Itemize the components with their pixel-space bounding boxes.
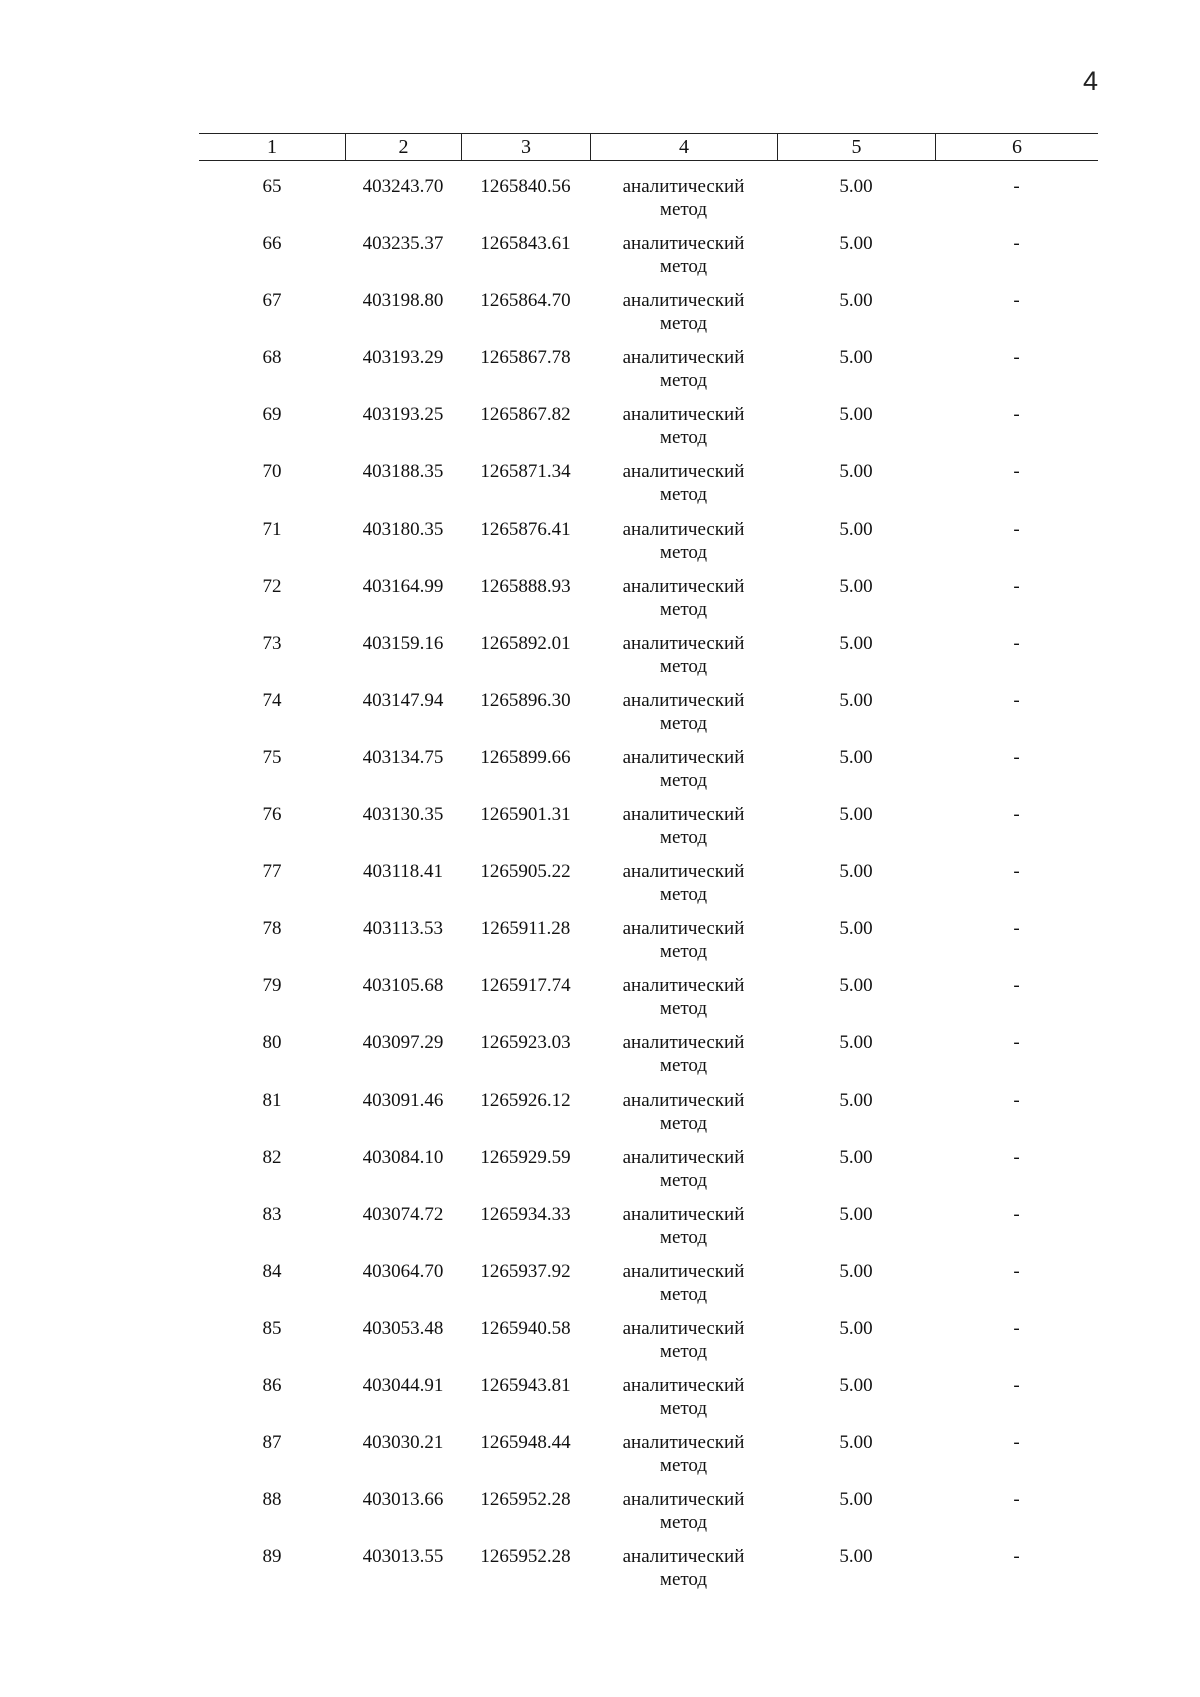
table-body: [199, 175, 1098, 1602]
table-row: [199, 1089, 1098, 1146]
y-coordinate-cell: 1265948.44: [480, 1432, 571, 1454]
note-cell: -: [1013, 1260, 1020, 1282]
y-coordinate-cell: 1265905.22: [480, 861, 571, 883]
x-coordinate-cell: 403084.10: [362, 1146, 444, 1168]
method-line-2: метод: [659, 998, 708, 1020]
x-coordinate-cell: 403147.94: [362, 689, 444, 711]
point-number-cell: 88: [262, 1489, 282, 1511]
method-cell: [590, 1488, 777, 1545]
method-line-2: метод: [659, 541, 708, 563]
accuracy-cell: 5.00: [839, 1203, 873, 1225]
accuracy-cell: 5.00: [839, 975, 873, 997]
note-cell: -: [1013, 1546, 1020, 1568]
y-coordinate-cell: 1265892.01: [480, 632, 571, 654]
point-number-cell: 84: [262, 1260, 282, 1282]
method-line-2: метод: [659, 769, 708, 791]
method-line-1: аналитический: [622, 347, 745, 369]
x-coordinate-cell: 403064.70: [362, 1260, 444, 1282]
method-line-1: аналитический: [622, 689, 745, 711]
note-cell: -: [1013, 804, 1020, 826]
table-row: [199, 403, 1098, 460]
x-coordinate-cell: 403198.80: [362, 290, 444, 312]
accuracy-cell: 5.00: [839, 1374, 873, 1396]
method-line-2: метод: [659, 256, 708, 278]
note-cell: -: [1013, 918, 1020, 940]
y-coordinate-cell: 1265843.61: [480, 233, 571, 255]
method-line-1: аналитический: [622, 1146, 745, 1168]
point-number-cell: 86: [262, 1374, 282, 1396]
table-row: [199, 175, 1098, 232]
method-cell: [590, 575, 777, 632]
accuracy-cell: 5.00: [839, 689, 873, 711]
method-line-1: аналитический: [622, 1489, 745, 1511]
accuracy-cell: 5.00: [839, 804, 873, 826]
method-cell: [590, 1545, 777, 1602]
method-cell: [590, 860, 777, 917]
note-cell: -: [1013, 233, 1020, 255]
method-line-2: метод: [659, 1055, 708, 1077]
point-number-cell: 87: [262, 1432, 282, 1454]
accuracy-cell: 5.00: [839, 1146, 873, 1168]
method-cell: [590, 346, 777, 403]
method-cell: [590, 689, 777, 746]
method-line-1: аналитический: [622, 804, 745, 826]
note-cell: -: [1013, 689, 1020, 711]
point-number-cell: 69: [262, 404, 282, 426]
accuracy-cell: 5.00: [839, 918, 873, 940]
x-coordinate-cell: 403134.75: [362, 746, 444, 768]
table-row: [199, 289, 1098, 346]
y-coordinate-cell: 1265871.34: [480, 461, 571, 483]
x-coordinate-cell: 403097.29: [362, 1032, 444, 1054]
table-row: [199, 1545, 1098, 1602]
note-cell: -: [1013, 1032, 1020, 1054]
method-line-1: аналитический: [622, 1432, 745, 1454]
method-line-1: аналитический: [622, 975, 745, 997]
point-number-cell: 72: [262, 575, 282, 597]
method-line-1: аналитический: [622, 575, 745, 597]
x-coordinate-cell: 403013.55: [362, 1546, 444, 1568]
method-line-2: метод: [659, 427, 708, 449]
method-line-2: метод: [659, 1112, 708, 1134]
note-cell: -: [1013, 518, 1020, 540]
y-coordinate-cell: 1265888.93: [480, 575, 571, 597]
header-cell-4: 4: [590, 134, 777, 160]
method-line-2: метод: [659, 712, 708, 734]
accuracy-cell: 5.00: [839, 1032, 873, 1054]
accuracy-cell: 5.00: [839, 518, 873, 540]
accuracy-cell: 5.00: [839, 233, 873, 255]
method-line-1: аналитический: [622, 1546, 745, 1568]
method-cell: [590, 175, 777, 232]
accuracy-cell: 5.00: [839, 1432, 873, 1454]
y-coordinate-cell: 1265943.81: [480, 1374, 571, 1396]
table-row: [199, 746, 1098, 803]
accuracy-cell: 5.00: [839, 461, 873, 483]
method-cell: [590, 1317, 777, 1374]
accuracy-cell: 5.00: [839, 176, 873, 197]
y-coordinate-cell: 1265940.58: [480, 1317, 571, 1339]
method-cell: [590, 1203, 777, 1260]
y-coordinate-cell: 1265952.28: [480, 1546, 571, 1568]
accuracy-cell: 5.00: [839, 1546, 873, 1568]
y-coordinate-cell: 1265867.78: [480, 347, 571, 369]
y-coordinate-cell: 1265911.28: [480, 918, 571, 940]
x-coordinate-cell: 403130.35: [362, 804, 444, 826]
table-row: [199, 689, 1098, 746]
point-number-cell: 68: [262, 347, 282, 369]
method-line-1: аналитический: [622, 404, 745, 426]
method-line-1: аналитический: [622, 632, 745, 654]
method-cell: [590, 403, 777, 460]
table-row: [199, 1260, 1098, 1317]
accuracy-cell: 5.00: [839, 632, 873, 654]
note-cell: -: [1013, 461, 1020, 483]
method-cell: [590, 460, 777, 517]
point-number-cell: 89: [262, 1546, 282, 1568]
method-cell: [590, 1089, 777, 1146]
point-number-cell: 76: [262, 804, 282, 826]
note-cell: -: [1013, 632, 1020, 654]
method-cell: [590, 1374, 777, 1431]
note-cell: -: [1013, 575, 1020, 597]
note-cell: -: [1013, 1317, 1020, 1339]
y-coordinate-cell: 1265952.28: [480, 1489, 571, 1511]
method-line-1: аналитический: [622, 1203, 745, 1225]
method-line-1: аналитический: [622, 1032, 745, 1054]
table-row: [199, 460, 1098, 517]
point-number-cell: 75: [262, 746, 282, 768]
method-line-1: аналитический: [622, 1374, 745, 1396]
method-line-1: аналитический: [622, 918, 745, 940]
method-line-2: метод: [659, 1226, 708, 1248]
method-line-2: метод: [659, 199, 708, 220]
accuracy-cell: 5.00: [839, 1317, 873, 1339]
point-number-cell: 67: [262, 290, 282, 312]
header-cell-3: 3: [461, 134, 590, 160]
table-row: [199, 917, 1098, 974]
method-line-1: аналитический: [622, 290, 745, 312]
method-line-2: метод: [659, 1169, 708, 1191]
method-cell: [590, 1146, 777, 1203]
x-coordinate-cell: 403180.35: [362, 518, 444, 540]
x-coordinate-cell: 403193.29: [362, 347, 444, 369]
accuracy-cell: 5.00: [839, 404, 873, 426]
x-coordinate-cell: 403074.72: [362, 1203, 444, 1225]
method-cell: [590, 518, 777, 575]
method-line-2: метод: [659, 598, 708, 620]
method-line-2: метод: [659, 655, 708, 677]
y-coordinate-cell: 1265937.92: [480, 1260, 571, 1282]
table-header: [199, 133, 1098, 161]
point-number-cell: 71: [262, 518, 282, 540]
note-cell: -: [1013, 975, 1020, 997]
accuracy-cell: 5.00: [839, 1489, 873, 1511]
x-coordinate-cell: 403053.48: [362, 1317, 444, 1339]
method-line-1: аналитический: [622, 461, 745, 483]
accuracy-cell: 5.00: [839, 290, 873, 312]
accuracy-cell: 5.00: [839, 575, 873, 597]
point-number-cell: 65: [262, 176, 282, 197]
x-coordinate-cell: 403030.21: [362, 1432, 444, 1454]
table-row: [199, 575, 1098, 632]
point-number-cell: 81: [262, 1089, 282, 1111]
method-line-1: аналитический: [622, 861, 745, 883]
method-line-2: метод: [659, 1512, 708, 1534]
table-row: [199, 632, 1098, 689]
accuracy-cell: 5.00: [839, 1260, 873, 1282]
method-line-1: аналитический: [622, 176, 745, 197]
method-line-1: аналитический: [622, 746, 745, 768]
y-coordinate-cell: 1265867.82: [480, 404, 571, 426]
method-line-2: метод: [659, 884, 708, 906]
x-coordinate-cell: 403105.68: [362, 975, 444, 997]
x-coordinate-cell: 403243.70: [362, 176, 444, 197]
accuracy-cell: 5.00: [839, 1089, 873, 1111]
note-cell: -: [1013, 347, 1020, 369]
accuracy-cell: 5.00: [839, 861, 873, 883]
method-line-1: аналитический: [622, 1260, 745, 1282]
y-coordinate-cell: 1265896.30: [480, 689, 571, 711]
header-cell-2: 2: [345, 134, 461, 160]
table-row: [199, 518, 1098, 575]
note-cell: -: [1013, 1432, 1020, 1454]
method-line-1: аналитический: [622, 233, 745, 255]
y-coordinate-cell: 1265901.31: [480, 804, 571, 826]
note-cell: -: [1013, 746, 1020, 768]
point-number-cell: 74: [262, 689, 282, 711]
note-cell: -: [1013, 1089, 1020, 1111]
note-cell: -: [1013, 1146, 1020, 1168]
table-row: [199, 1031, 1098, 1088]
x-coordinate-cell: 403013.66: [362, 1489, 444, 1511]
y-coordinate-cell: 1265934.33: [480, 1203, 571, 1225]
method-cell: [590, 746, 777, 803]
y-coordinate-cell: 1265864.70: [480, 290, 571, 312]
x-coordinate-cell: 403044.91: [362, 1374, 444, 1396]
note-cell: -: [1013, 404, 1020, 426]
header-cell-1: 1: [267, 136, 277, 158]
method-cell: [590, 803, 777, 860]
note-cell: -: [1013, 861, 1020, 883]
method-cell: [590, 974, 777, 1031]
y-coordinate-cell: 1265929.59: [480, 1146, 571, 1168]
x-coordinate-cell: 403188.35: [362, 461, 444, 483]
point-number-cell: 83: [262, 1203, 282, 1225]
point-number-cell: 78: [262, 918, 282, 940]
table-row: [199, 232, 1098, 289]
method-line-1: аналитический: [622, 518, 745, 540]
x-coordinate-cell: 403091.46: [362, 1089, 444, 1111]
note-cell: -: [1013, 1203, 1020, 1225]
table-row: [199, 1317, 1098, 1374]
method-line-2: метод: [659, 1340, 708, 1362]
method-cell: [590, 917, 777, 974]
note-cell: -: [1013, 176, 1020, 197]
table-row: [199, 1488, 1098, 1545]
method-line-2: метод: [659, 1569, 708, 1591]
note-cell: -: [1013, 290, 1020, 312]
point-number-cell: 77: [262, 861, 282, 883]
method-cell: [590, 289, 777, 346]
x-coordinate-cell: 403113.53: [362, 918, 444, 940]
table-row: [199, 1203, 1098, 1260]
table-row: [199, 1146, 1098, 1203]
table-row: [199, 974, 1098, 1031]
x-coordinate-cell: 403159.16: [362, 632, 444, 654]
method-line-2: метод: [659, 370, 708, 392]
y-coordinate-cell: 1265899.66: [480, 746, 571, 768]
accuracy-cell: 5.00: [839, 746, 873, 768]
y-coordinate-cell: 1265876.41: [480, 518, 571, 540]
note-cell: -: [1013, 1489, 1020, 1511]
point-number-cell: 80: [262, 1032, 282, 1054]
accuracy-cell: 5.00: [839, 347, 873, 369]
x-coordinate-cell: 403164.99: [362, 575, 444, 597]
method-line-2: метод: [659, 313, 708, 335]
y-coordinate-cell: 1265840.56: [480, 176, 571, 197]
header-cell-5: 5: [777, 134, 935, 160]
header-cell-6: 6: [935, 134, 1098, 160]
x-coordinate-cell: 403118.41: [362, 861, 444, 883]
point-number-cell: 66: [262, 233, 282, 255]
x-coordinate-cell: 403193.25: [362, 404, 444, 426]
point-number-cell: 70: [262, 461, 282, 483]
method-line-2: метод: [659, 941, 708, 963]
table-row: [199, 1374, 1098, 1431]
x-coordinate-cell: 403235.37: [362, 233, 444, 255]
method-line-2: метод: [659, 1283, 708, 1305]
table-row: [199, 860, 1098, 917]
note-cell: -: [1013, 1374, 1020, 1396]
method-cell: [590, 1431, 777, 1488]
method-line-1: аналитический: [622, 1089, 745, 1111]
method-line-2: метод: [659, 1397, 708, 1419]
method-line-2: метод: [659, 484, 708, 506]
method-cell: [590, 1031, 777, 1088]
point-number-cell: 79: [262, 975, 282, 997]
y-coordinate-cell: 1265917.74: [480, 975, 571, 997]
point-number-cell: 73: [262, 632, 282, 654]
page-number: 4: [1082, 66, 1098, 96]
table-row: [199, 346, 1098, 403]
method-line-1: аналитический: [622, 1317, 745, 1339]
y-coordinate-cell: 1265926.12: [480, 1089, 571, 1111]
y-coordinate-cell: 1265923.03: [480, 1032, 571, 1054]
table-row: [199, 1431, 1098, 1488]
method-line-2: метод: [659, 1455, 708, 1477]
method-cell: [590, 232, 777, 289]
point-number-cell: 82: [262, 1146, 282, 1168]
method-cell: [590, 632, 777, 689]
method-cell: [590, 1260, 777, 1317]
point-number-cell: 85: [262, 1317, 282, 1339]
table-row: [199, 803, 1098, 860]
method-line-2: метод: [659, 827, 708, 849]
coordinates-table: [199, 133, 1098, 1602]
